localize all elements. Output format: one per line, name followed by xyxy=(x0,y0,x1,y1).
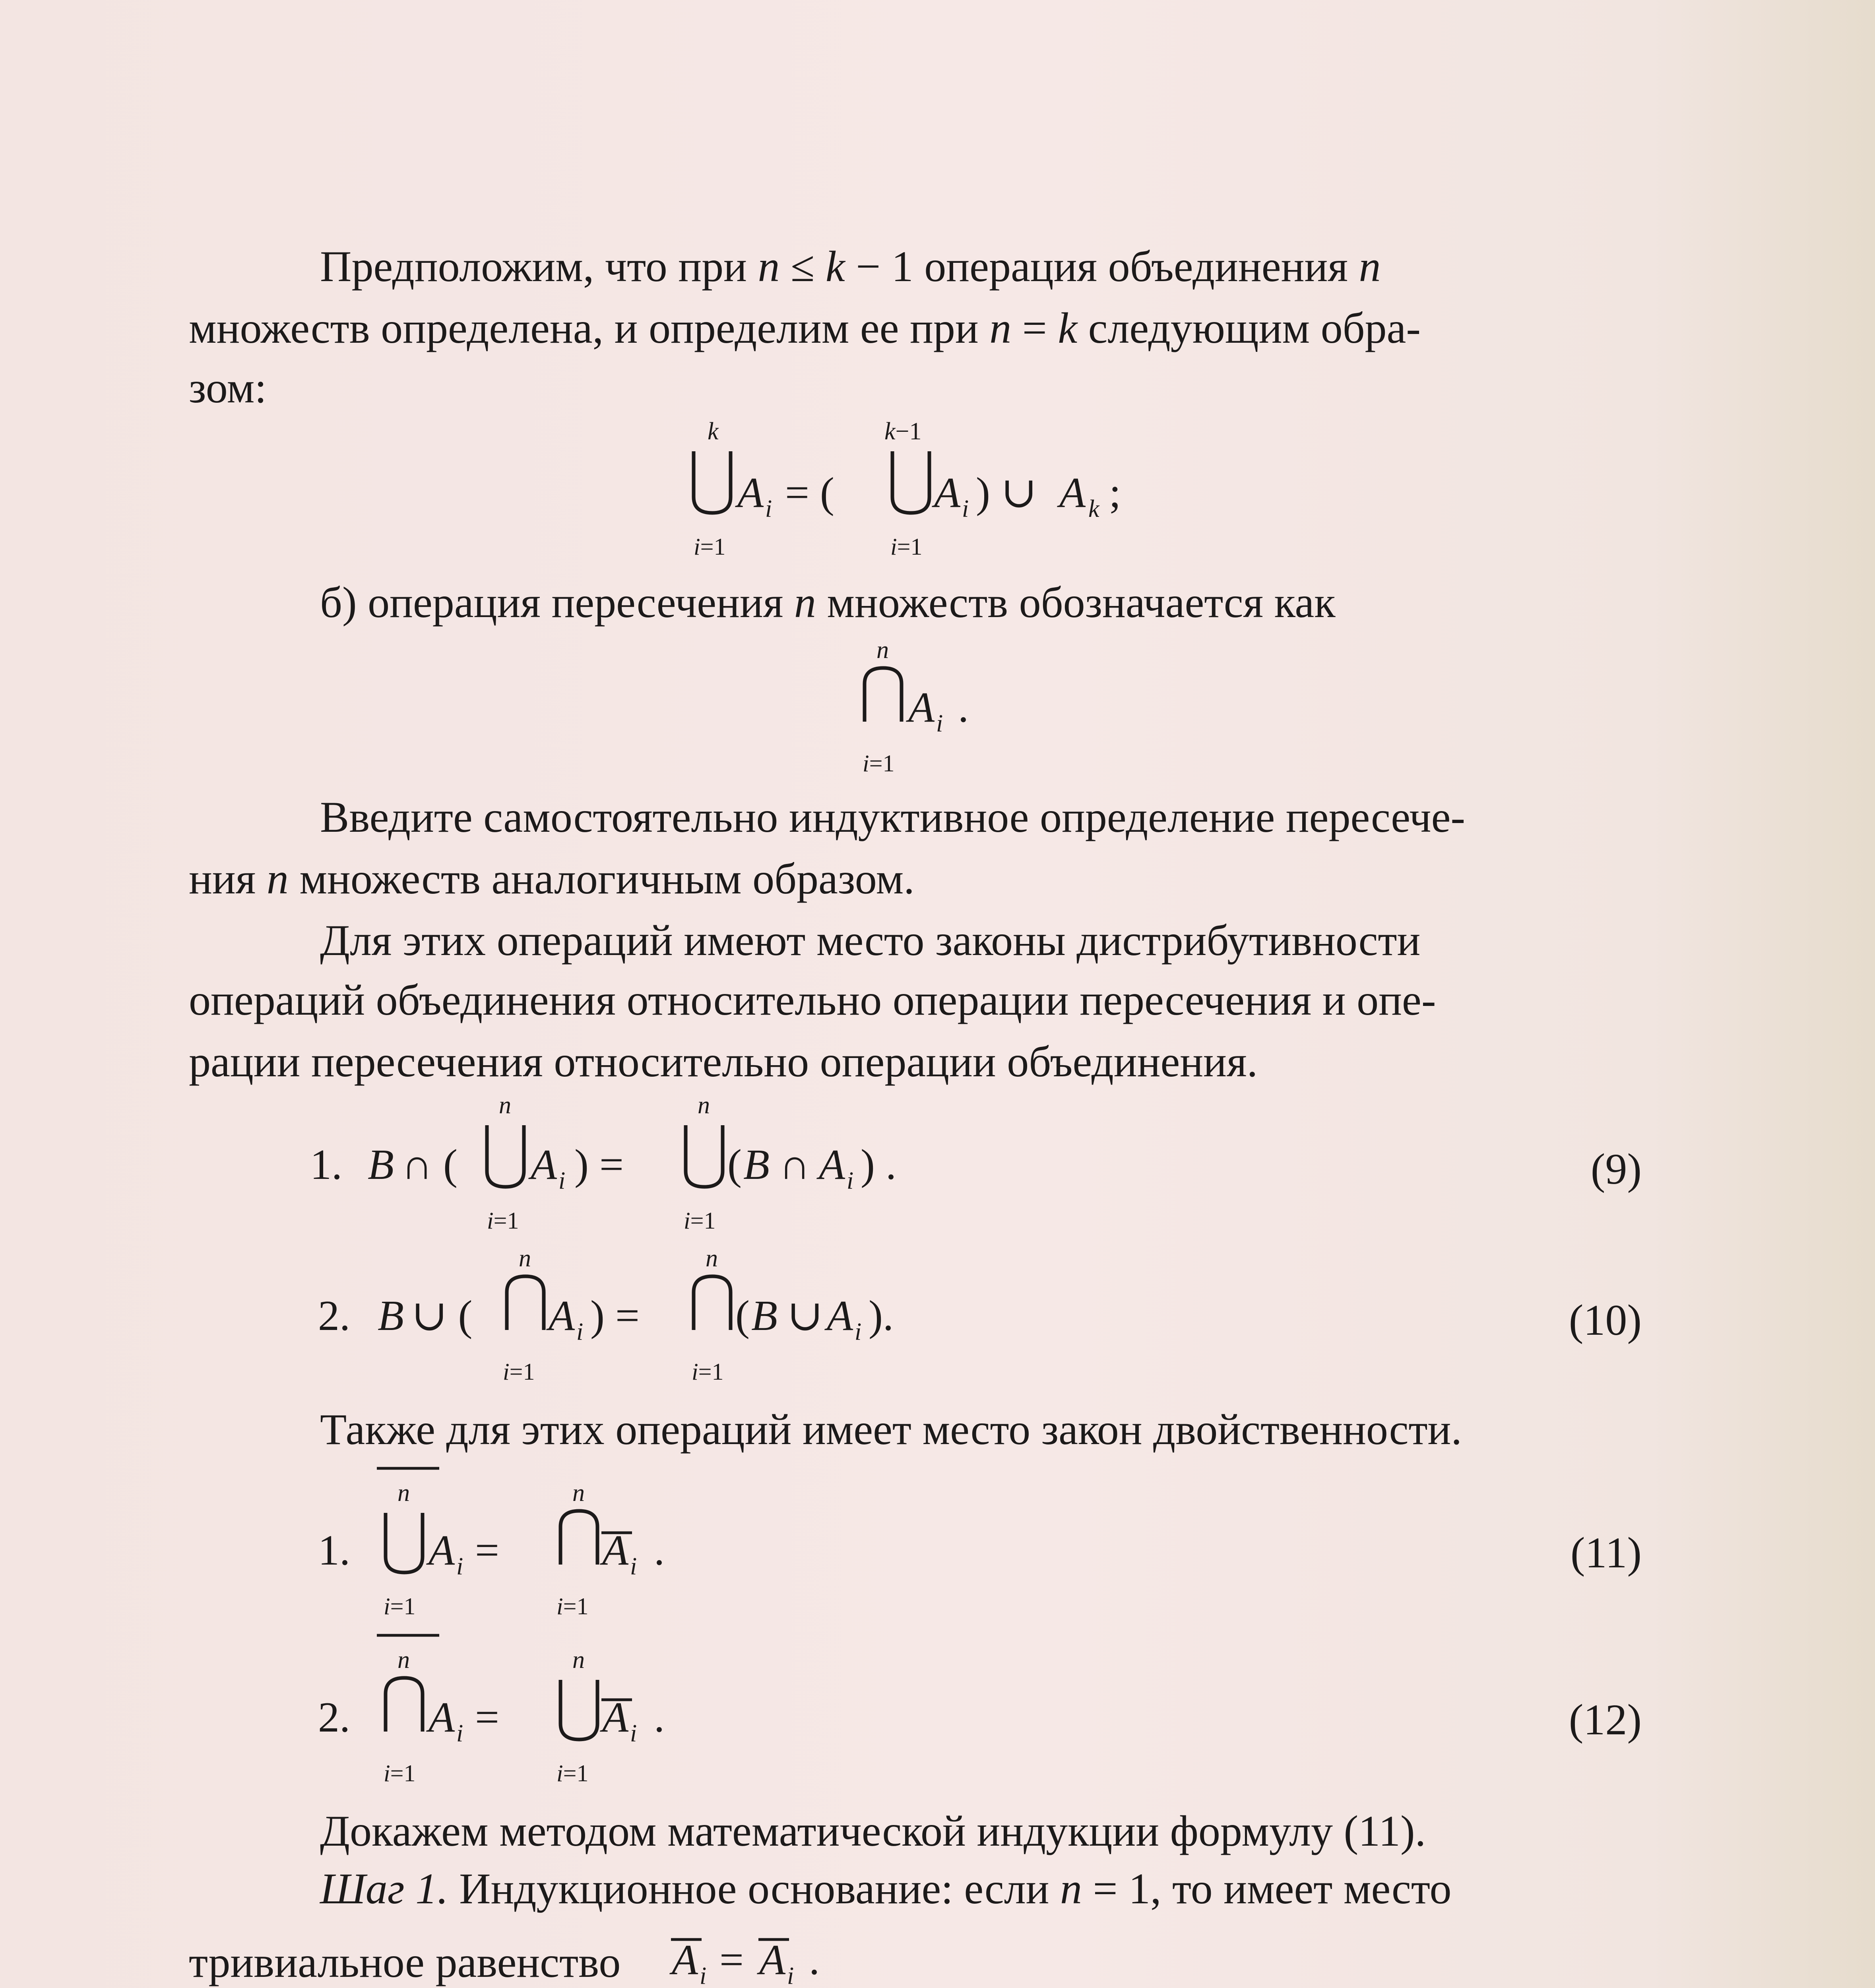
svg-text:A: A xyxy=(819,1141,845,1188)
svg-text:n: n xyxy=(706,1245,718,1272)
svg-text:n: n xyxy=(519,1245,531,1272)
svg-text:i: i xyxy=(456,1720,463,1747)
svg-text:B: B xyxy=(368,1141,394,1188)
svg-text:i=1: i=1 xyxy=(487,1208,519,1234)
svg-text:).: ). xyxy=(869,1292,894,1340)
equation-number-9: (9) xyxy=(1590,1145,1642,1193)
paragraph-6: Докажем методом математической индукции формулу (11). xyxy=(320,1807,1426,1855)
svg-text:k: k xyxy=(708,418,719,445)
svg-text:n: n xyxy=(397,1479,410,1507)
svg-text:i=1: i=1 xyxy=(692,1359,724,1385)
equation-number-12: (12) xyxy=(1569,1695,1642,1744)
svg-text:i=1: i=1 xyxy=(556,1593,589,1619)
svg-text:) =: ) = xyxy=(574,1141,624,1188)
svg-text:i: i xyxy=(855,1318,862,1345)
svg-text:) =: ) = xyxy=(590,1292,640,1340)
svg-text:i: i xyxy=(558,1167,566,1194)
svg-text:A: A xyxy=(908,684,935,731)
svg-text:i: i xyxy=(936,710,943,737)
step-1-line-2: тривиальное равенство xyxy=(189,1938,621,1986)
paragraph-3-line-1: Введите самостоятельно индуктивное определение пересече- xyxy=(320,793,1466,841)
svg-text:n: n xyxy=(397,1646,410,1673)
svg-text:n: n xyxy=(876,637,889,664)
paragraph-4-line-1: Для этих операций имеют место законы дистрибутивности xyxy=(320,916,1421,965)
svg-text:∪ (: ∪ ( xyxy=(411,1292,473,1340)
svg-text:A: A xyxy=(934,469,960,516)
svg-text:n: n xyxy=(499,1092,511,1119)
svg-text:.: . xyxy=(654,1527,665,1574)
paragraph-3-line-2: ния n множеств аналогичным образом. xyxy=(189,854,915,903)
svg-text:1.: 1. xyxy=(318,1527,350,1574)
svg-text:i: i xyxy=(765,495,772,522)
paragraph-1-line-3: зом: xyxy=(189,363,267,412)
paragraph-2: б) операция пересечения n множеств обозначается как xyxy=(320,578,1336,627)
svg-text:=: = xyxy=(475,1527,499,1574)
svg-text:n: n xyxy=(572,1646,585,1673)
svg-text:A: A xyxy=(672,1936,698,1984)
svg-text:i: i xyxy=(787,1963,794,1988)
svg-text:A: A xyxy=(602,1527,628,1574)
svg-text:i=1: i=1 xyxy=(384,1760,416,1786)
svg-text:i=1: i=1 xyxy=(863,750,895,777)
svg-text:(: ( xyxy=(727,1141,742,1188)
svg-text:.: . xyxy=(958,684,969,731)
svg-text:A: A xyxy=(827,1292,853,1340)
svg-text:A: A xyxy=(429,1527,455,1574)
step-1-line-1: Шаг 1. Индукционное основание: если n = 1, то имеет место xyxy=(320,1864,1452,1913)
svg-text:=: = xyxy=(719,1936,744,1984)
svg-text:i=1: i=1 xyxy=(694,534,726,560)
svg-text:=: = xyxy=(475,1694,499,1741)
svg-text:i: i xyxy=(576,1318,584,1345)
svg-text:A: A xyxy=(549,1292,575,1340)
svg-text:i=1: i=1 xyxy=(890,534,923,560)
step-1-label: Шаг 1. xyxy=(320,1864,448,1913)
equation-number-11: (11) xyxy=(1570,1528,1642,1577)
svg-text:) ∪: ) ∪ xyxy=(976,469,1037,516)
svg-text:i: i xyxy=(700,1963,707,1988)
svg-text:A: A xyxy=(737,469,764,516)
svg-text:k: k xyxy=(1088,495,1099,522)
equation-number-10: (10) xyxy=(1569,1296,1642,1344)
svg-text:A: A xyxy=(531,1141,557,1188)
svg-text:∪: ∪ xyxy=(787,1292,823,1340)
paragraph-1-line-1: Предположим, что при n ≤ k − 1 операция объединения n xyxy=(320,242,1381,291)
svg-text:(: ( xyxy=(735,1292,750,1340)
svg-text:i: i xyxy=(630,1720,637,1747)
svg-text:n: n xyxy=(698,1092,710,1119)
svg-text:) .: ) . xyxy=(861,1141,896,1188)
svg-text:∩: ∩ xyxy=(779,1141,810,1188)
svg-text:A: A xyxy=(759,1936,785,1984)
svg-text:= (: = ( xyxy=(785,469,834,516)
svg-text:;: ; xyxy=(1109,469,1121,516)
paragraph-5: Также для этих операций имеет место закон двойственности. xyxy=(320,1405,1462,1454)
svg-text:A: A xyxy=(429,1694,455,1741)
svg-text:∩ (: ∩ ( xyxy=(401,1141,458,1188)
svg-text:i: i xyxy=(456,1553,463,1580)
paragraph-4-line-3: рации пересечения относительно операции объединения. xyxy=(189,1037,1258,1086)
svg-text:2.: 2. xyxy=(318,1292,350,1340)
svg-text:k−1: k−1 xyxy=(884,418,922,445)
paragraph-1-line-2: множеств определена, и определим ее при n = k следующим обра- xyxy=(189,304,1421,352)
svg-text:1.: 1. xyxy=(310,1141,342,1188)
svg-text:i: i xyxy=(962,495,969,522)
svg-text:B: B xyxy=(378,1292,404,1340)
svg-text:i=1: i=1 xyxy=(684,1208,716,1234)
svg-text:i: i xyxy=(630,1553,637,1580)
svg-text:i: i xyxy=(847,1167,854,1194)
svg-text:n: n xyxy=(572,1479,585,1507)
svg-text:i=1: i=1 xyxy=(503,1359,535,1385)
svg-text:B: B xyxy=(743,1141,770,1188)
svg-text:i=1: i=1 xyxy=(384,1593,416,1619)
svg-text:B: B xyxy=(751,1292,778,1340)
svg-text:.: . xyxy=(809,1936,820,1984)
svg-text:2.: 2. xyxy=(318,1694,350,1741)
svg-text:i=1: i=1 xyxy=(556,1760,589,1786)
svg-text:.: . xyxy=(654,1694,665,1741)
svg-text:A: A xyxy=(602,1694,628,1741)
paragraph-4-line-2: операций объединения относительно операции пересечения и опе- xyxy=(189,976,1436,1024)
svg-text:A: A xyxy=(1059,469,1086,516)
